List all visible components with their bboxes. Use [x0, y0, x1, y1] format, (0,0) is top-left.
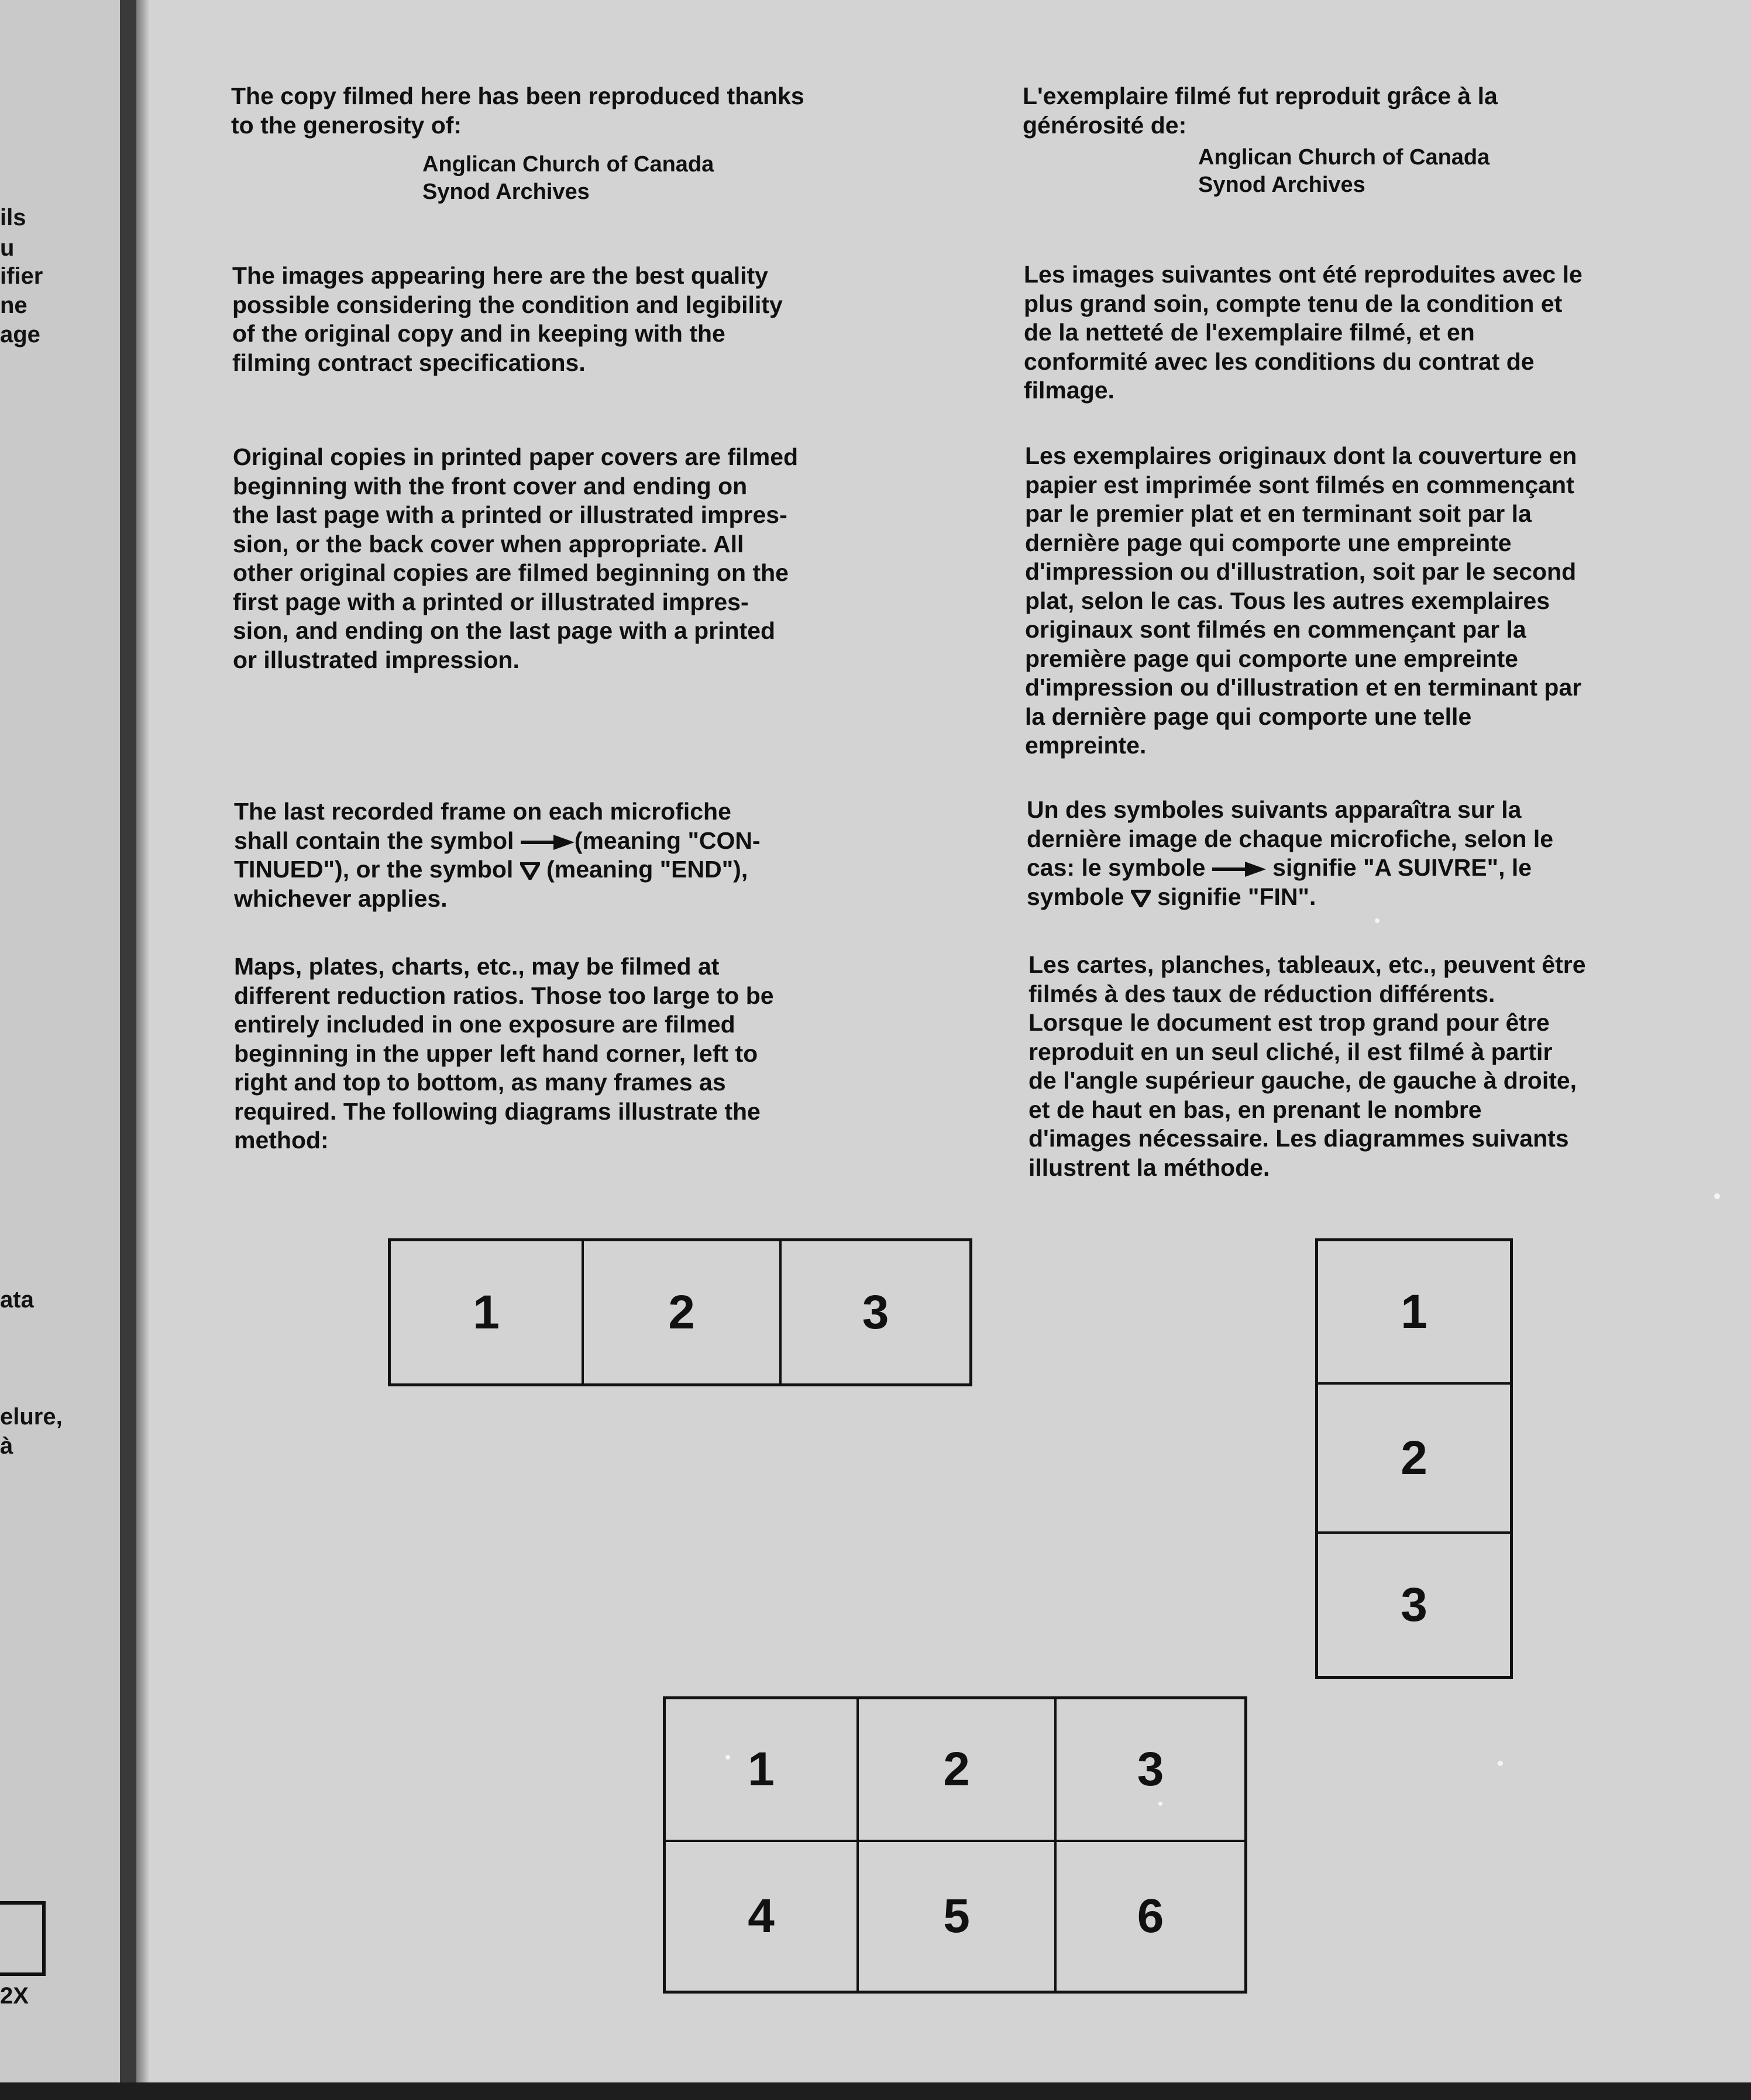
diagram-cell: 6	[1137, 1889, 1164, 1943]
film-bottom-edge	[0, 2082, 1751, 2100]
en-maps-paragraph: Maps, plates, charts, etc., may be filmed at different reduction ratios. Those too large to be entirely included in one exposure are filmed beginning in the upper left hand corner, left to right and top to bottom, as many frames as required. The following diagrams illustrate the method:	[234, 953, 774, 1154]
margin-fragment: ils	[0, 205, 26, 230]
margin-fragment: u	[0, 235, 15, 261]
margin-fragment: age	[0, 322, 40, 347]
en-symbols-line	[234, 855, 761, 884]
diagram-cell: 1	[666, 1699, 859, 1842]
en-covers-paragraph: Original copies in printed paper covers are filmed beginning with the front cover and ending on the last page with a printed or illustrated impres- sion, or the back cover when appropriate. All other original copies are filmed beginning on the first page with a printed or illustrated impres- sion, and ending on the last page with a printed or illustrated impression.	[233, 443, 799, 673]
diagram-cell: 1	[391, 1241, 584, 1383]
arrow-right-icon	[521, 835, 575, 850]
diagram-cell: 1	[1318, 1241, 1510, 1385]
film-edge	[120, 0, 136, 2100]
en-credit-name: Anglican Church of Canada Synod Archives	[422, 152, 714, 204]
fr-quality-paragraph: Les images suivantes ont été reproduites avec le plus grand soin, compte tenu de la condition et de la netteté de l'exemplaire filmé, et en conformité avec les conditions du contrat de filmage.	[1024, 261, 1583, 404]
en-symbols-line: The last recorded frame on each microfiche	[234, 798, 731, 825]
margin-fragment: ifier	[0, 263, 43, 289]
diagram-cell: 2	[584, 1241, 782, 1383]
en-credit-intro: The copy filmed here has been reproduced thanks to the generosity of:	[231, 82, 804, 139]
fr-symbols-paragraph	[1027, 796, 1553, 911]
fr-maps-paragraph: Les cartes, planches, tableaux, etc., peuvent être filmés à des taux de réduction différents. Lorsque le document est trop grand pour être reproduit en un seul cliché, il est filmé à partir de l'angle supérieur gauche, de gauche à droite, et de haut en bas, en prenant le nombre d'images nécessaire. Les diagrammes suivants illustrent la méthode.	[1028, 951, 1586, 1181]
diagram-cell: 3	[1057, 1699, 1244, 1842]
film-speck	[725, 1755, 730, 1760]
fr-credit-name: Anglican Church of Canada Synod Archives	[1198, 145, 1490, 197]
film-speck	[1158, 1802, 1162, 1806]
en-quality-paragraph: The images appearing here are the best quality possible considering the condition and legibility of the original copy and in keeping with the filming contract specifications.	[232, 262, 783, 376]
margin-fragment: elure,	[0, 1404, 63, 1430]
margin-target-box	[0, 1901, 46, 1976]
en-symbols-text: (meaning "END"),	[539, 856, 748, 883]
film-speck	[1498, 1761, 1503, 1766]
fr-symbols-text: signifie "FIN".	[1150, 883, 1316, 910]
fr-symbols-line	[1027, 883, 1553, 912]
diagram-cell: 3	[1401, 1578, 1427, 1631]
arrow-right-icon	[1212, 862, 1266, 877]
margin-fragment: ne	[0, 292, 27, 318]
en-symbols-text: TINUED"), or the symbol	[234, 856, 520, 883]
diagram-vertical	[1315, 1238, 1513, 1679]
en-symbols-text: (meaning "CON-	[574, 827, 761, 854]
diagram-cell: 2	[859, 1699, 1057, 1842]
en-symbols-line: whichever applies.	[234, 884, 448, 912]
fr-covers-paragraph: Les exemplaires originaux dont la couverture en papier est imprimée sont filmés en commençant par le premier plat et en terminant soit par la dernière page qui comporte une empreinte d'impression ou d'illustration, soit par le second plat, selon le cas. Tous les autres exemplaires originaux sont filmés en commençant par la première page qui comporte une empreinte d'impression ou d'illustration et en terminant par la dernière page qui comporte une telle empreinte.	[1025, 442, 1582, 759]
diagram-cell: 5	[859, 1842, 1057, 1991]
fr-symbols-text: symbole	[1027, 883, 1131, 910]
film-edge-shadow	[136, 0, 149, 2100]
margin-fragment: ata	[0, 1287, 34, 1313]
diagram-cell: 2	[1318, 1385, 1510, 1534]
fr-credit-intro: L'exemplaire filmé fut reproduit grâce à la générosité de:	[1023, 82, 1498, 139]
diagram-cell: 3	[862, 1285, 889, 1339]
margin-fragment: à	[0, 1433, 13, 1459]
en-symbols-text: shall contain the symbol	[234, 827, 521, 854]
margin-fragment: 2X	[0, 1983, 29, 2009]
film-speck	[1714, 1193, 1720, 1199]
diagram-grid	[663, 1696, 1247, 1994]
fr-symbols-line	[1027, 853, 1553, 883]
diagram-cell: 4	[666, 1842, 859, 1991]
en-symbols-paragraph	[234, 797, 761, 913]
fr-symbols-text: signifie "A SUIVRE", le	[1265, 854, 1532, 881]
fr-symbols-line: Un des symboles suivants apparaîtra sur la	[1027, 796, 1522, 823]
en-symbols-line	[234, 827, 761, 856]
fr-symbols-line: dernière image de chaque microfiche, selon le	[1027, 825, 1554, 852]
triangle-down-icon	[520, 862, 540, 880]
triangle-down-icon	[1131, 890, 1151, 907]
diagram-horizontal	[388, 1238, 972, 1386]
film-speck	[1375, 918, 1380, 923]
fr-symbols-text: cas: le symbole	[1027, 854, 1212, 881]
